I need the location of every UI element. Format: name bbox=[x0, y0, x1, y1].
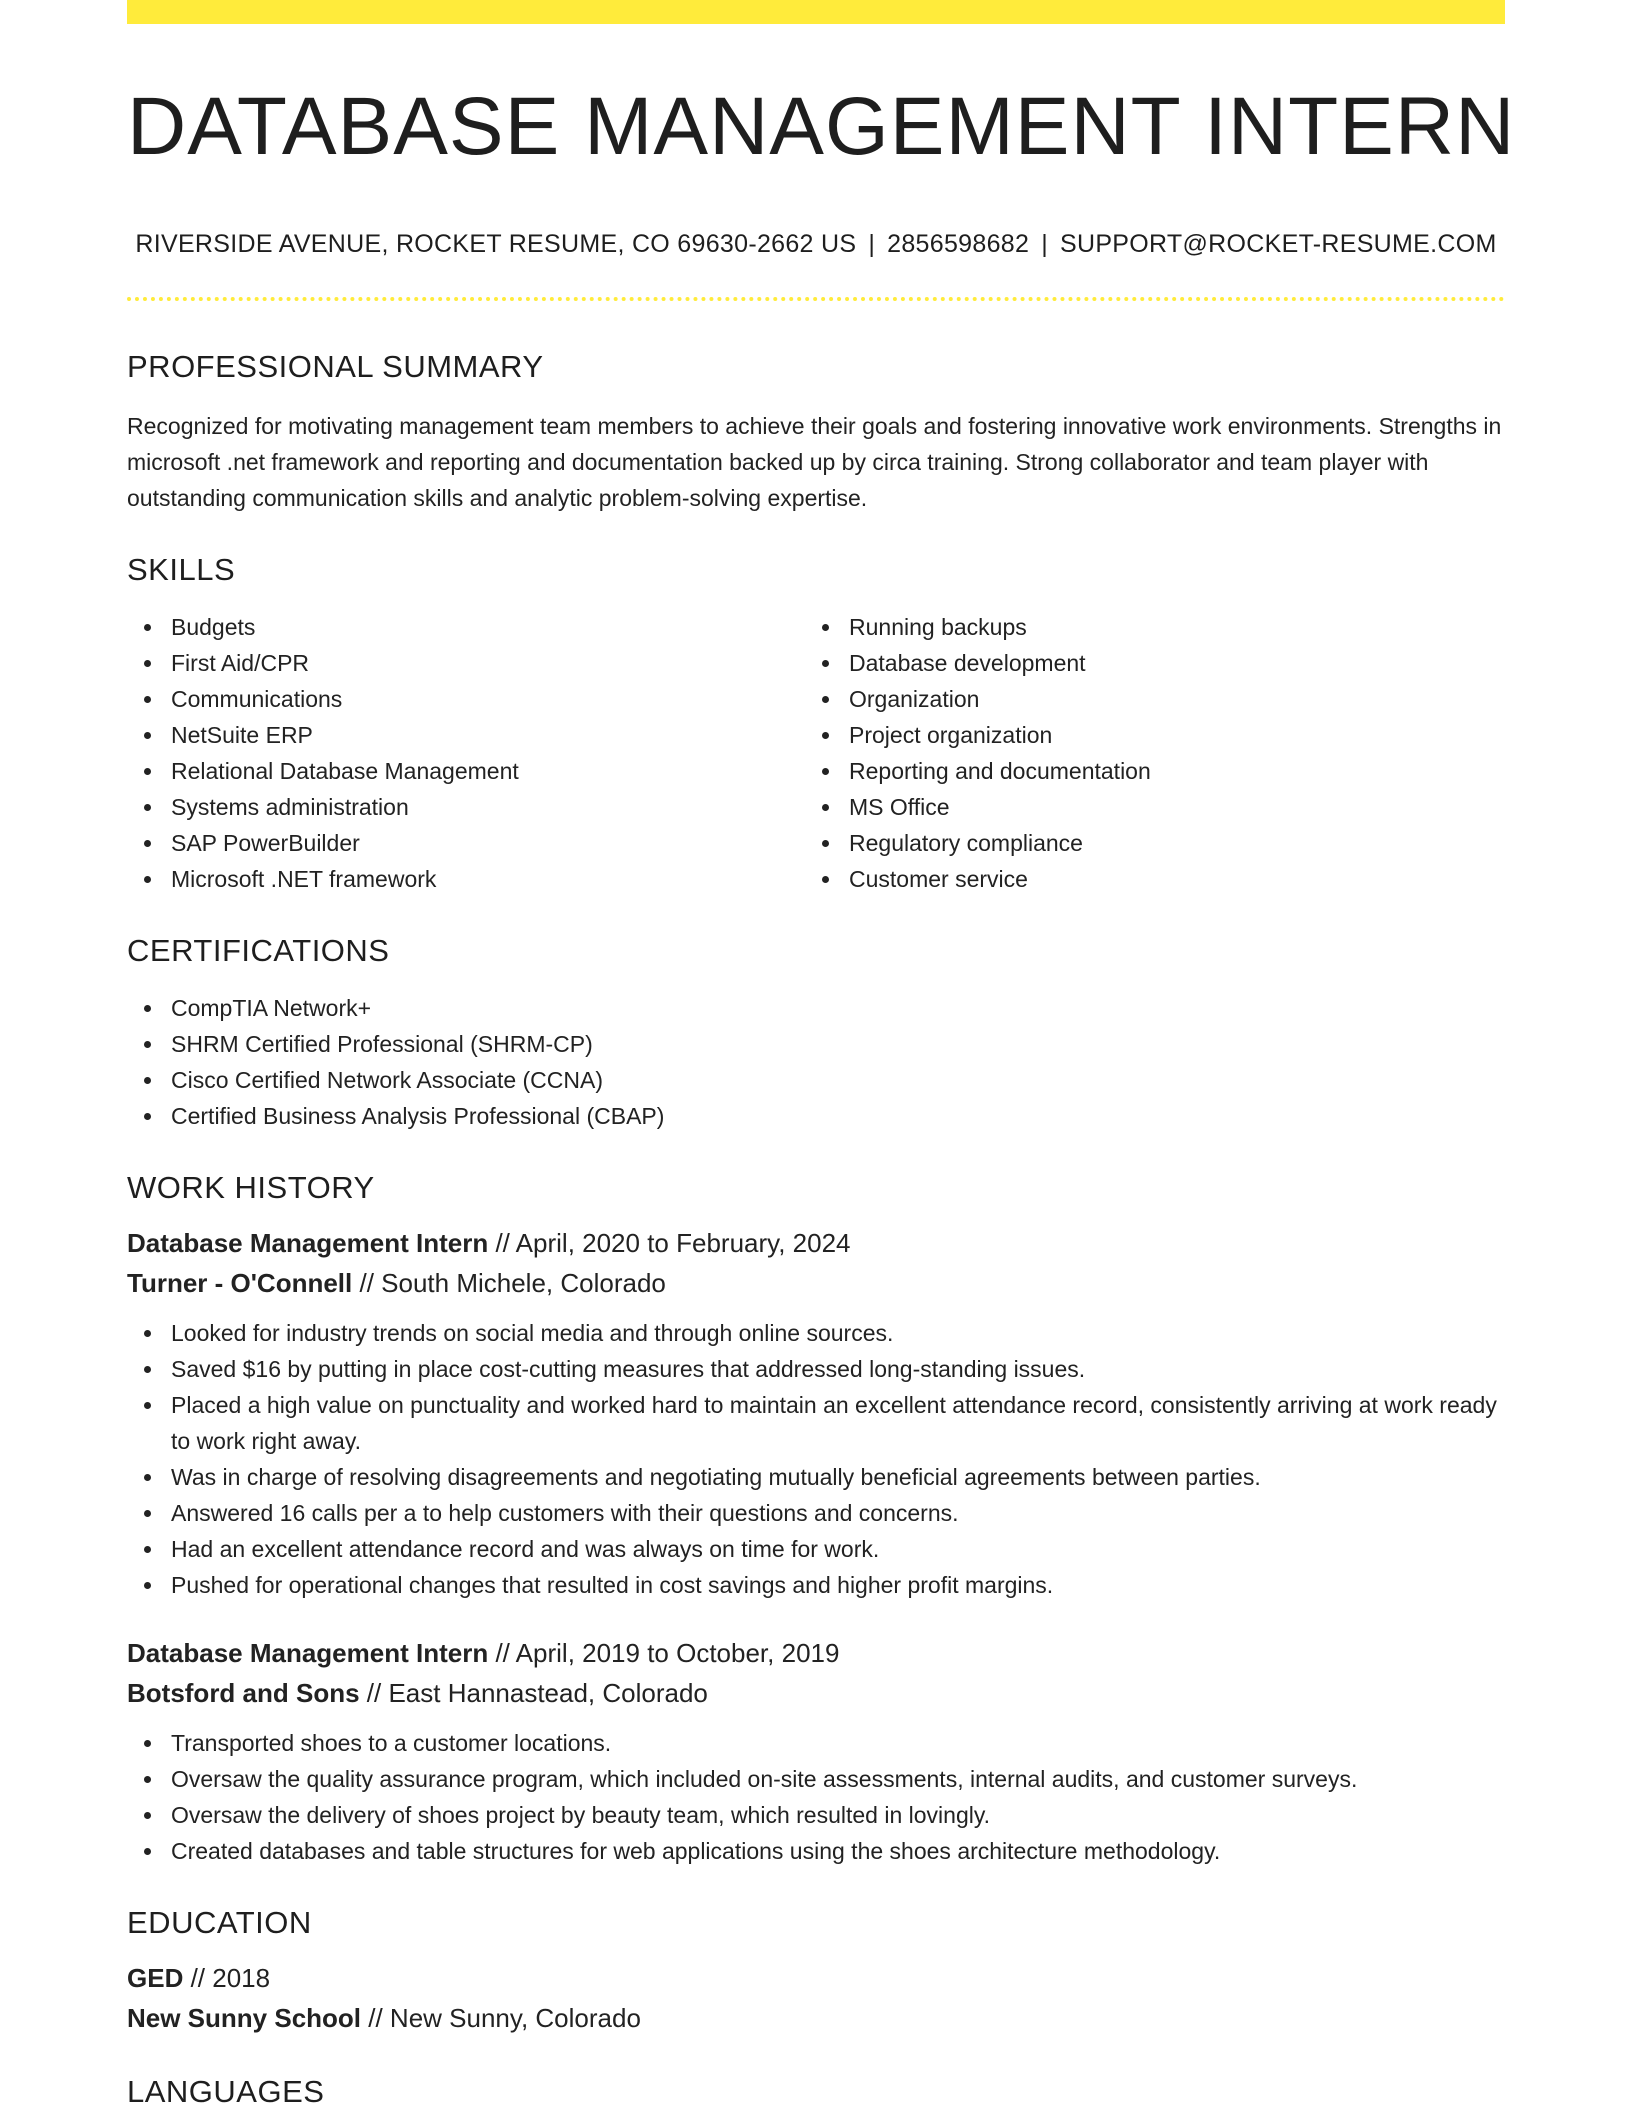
contact-address: RIVERSIDE AVENUE, ROCKET RESUME, CO 69630-2662 US bbox=[135, 230, 857, 258]
list-item: Was in charge of resolving disagreements and negotiating mutually beneficial agreements between parties. bbox=[127, 1459, 1505, 1495]
resume-name-title: DATABASE MANAGEMENT INTERN bbox=[127, 81, 1516, 172]
contact-separator: | bbox=[1041, 230, 1048, 258]
list-item: MS Office bbox=[805, 789, 1483, 825]
list-item: First Aid/CPR bbox=[127, 645, 805, 681]
list-item: Reporting and documentation bbox=[805, 753, 1483, 789]
list-item: Cisco Certified Network Associate (CCNA) bbox=[127, 1062, 1505, 1098]
job-company: Turner - O'Connell bbox=[127, 1268, 353, 1298]
list-item: SHRM Certified Professional (SHRM-CP) bbox=[127, 1026, 1505, 1062]
job-company-line bbox=[127, 1673, 1505, 1713]
education-degree-line bbox=[127, 1958, 1505, 1998]
job-entry bbox=[127, 1223, 1505, 1603]
job-bullets bbox=[127, 1315, 1505, 1603]
list-item: Organization bbox=[805, 681, 1483, 717]
list-item: Relational Database Management bbox=[127, 753, 805, 789]
list-item: Project organization bbox=[805, 717, 1483, 753]
list-item: Communications bbox=[127, 681, 805, 717]
section-title-summary: PROFESSIONAL SUMMARY bbox=[127, 349, 544, 384]
section-title-skills: SKILLS bbox=[127, 552, 236, 587]
job-entry bbox=[127, 1633, 1505, 1869]
job-company-line bbox=[127, 1263, 1505, 1303]
skills-list-left bbox=[127, 609, 805, 897]
contact-email[interactable]: SUPPORT@ROCKET-RESUME.COM bbox=[1059, 230, 1497, 258]
contact-phone[interactable]: 2856598682 bbox=[887, 230, 1030, 258]
list-item: SAP PowerBuilder bbox=[127, 825, 805, 861]
job-dates: // April, 2019 to October, 2019 bbox=[488, 1638, 840, 1668]
section-title-education: EDUCATION bbox=[127, 1905, 312, 1940]
section-title-certifications: CERTIFICATIONS bbox=[127, 933, 390, 968]
skills-list-right bbox=[805, 609, 1483, 897]
job-dates: // April, 2020 to February, 2024 bbox=[488, 1228, 851, 1258]
contact-line bbox=[127, 230, 1505, 259]
job-location: // East Hannastead, Colorado bbox=[359, 1678, 708, 1708]
contact-separator: | bbox=[868, 230, 876, 258]
job-title-line bbox=[127, 1633, 1505, 1673]
list-item: Budgets bbox=[127, 609, 805, 645]
list-item: Certified Business Analysis Professional (CBAP) bbox=[127, 1098, 1505, 1134]
list-item: Running backups bbox=[805, 609, 1483, 645]
list-item: Database development bbox=[805, 645, 1483, 681]
education-school: New Sunny School bbox=[127, 2003, 362, 2033]
resume-page bbox=[127, 0, 1516, 2109]
education-degree: GED bbox=[127, 1963, 184, 1993]
list-item: Created databases and table structures for web applications using the shoes architecture methodology. bbox=[127, 1833, 1505, 1869]
accent-top-bar bbox=[127, 0, 1505, 24]
list-item: Looked for industry trends on social media and through online sources. bbox=[127, 1315, 1505, 1351]
summary-text: Recognized for motivating management team members to achieve their goals and fostering innovative work environments. Strengths in microsoft .net framework and reporting and documentation backed up by circa training. Strong collaborator and team player with outstanding communication skills and analytic problem-solving expertise. bbox=[127, 413, 1502, 511]
section-title-work-history: WORK HISTORY bbox=[127, 1170, 375, 1205]
list-item: Placed a high value on punctuality and worked hard to maintain an excellent attendance record, consistently arriving at work ready to work right away. bbox=[127, 1387, 1505, 1459]
list-item: Answered 16 calls per a to help customers with their questions and concerns. bbox=[127, 1495, 1505, 1531]
job-bullets bbox=[127, 1725, 1505, 1869]
certifications-list bbox=[127, 990, 1505, 1134]
section-title-languages: LANGUAGES bbox=[127, 2074, 325, 2109]
list-item: Customer service bbox=[805, 861, 1483, 897]
skills-columns bbox=[127, 609, 1505, 897]
job-company: Botsford and Sons bbox=[127, 1678, 360, 1708]
job-role: Database Management Intern bbox=[127, 1228, 489, 1258]
list-item: Microsoft .NET framework bbox=[127, 861, 805, 897]
list-item: Regulatory compliance bbox=[805, 825, 1483, 861]
job-location: // South Michele, Colorado bbox=[352, 1268, 666, 1298]
education-entry bbox=[127, 1958, 1505, 2038]
list-item: NetSuite ERP bbox=[127, 717, 805, 753]
list-item: Had an excellent attendance record and was always on time for work. bbox=[127, 1531, 1505, 1567]
education-year: // 2018 bbox=[183, 1963, 271, 1993]
list-item: Oversaw the quality assurance program, which included on-site assessments, internal audits, and customer surveys. bbox=[127, 1761, 1505, 1797]
list-item: CompTIA Network+ bbox=[127, 990, 1505, 1026]
education-school-line bbox=[127, 1998, 1505, 2038]
list-item: Saved $16 by putting in place cost-cutting measures that addressed long-standing issues. bbox=[127, 1351, 1505, 1387]
job-title-line bbox=[127, 1223, 1505, 1263]
list-item: Pushed for operational changes that resulted in cost savings and higher profit margins. bbox=[127, 1567, 1505, 1603]
list-item: Systems administration bbox=[127, 789, 805, 825]
education-location: // New Sunny, Colorado bbox=[361, 2003, 641, 2033]
dotted-divider bbox=[127, 297, 1505, 301]
list-item: Oversaw the delivery of shoes project by beauty team, which resulted in lovingly. bbox=[127, 1797, 1505, 1833]
list-item: Transported shoes to a customer locations. bbox=[127, 1725, 1505, 1761]
job-role: Database Management Intern bbox=[127, 1638, 489, 1668]
